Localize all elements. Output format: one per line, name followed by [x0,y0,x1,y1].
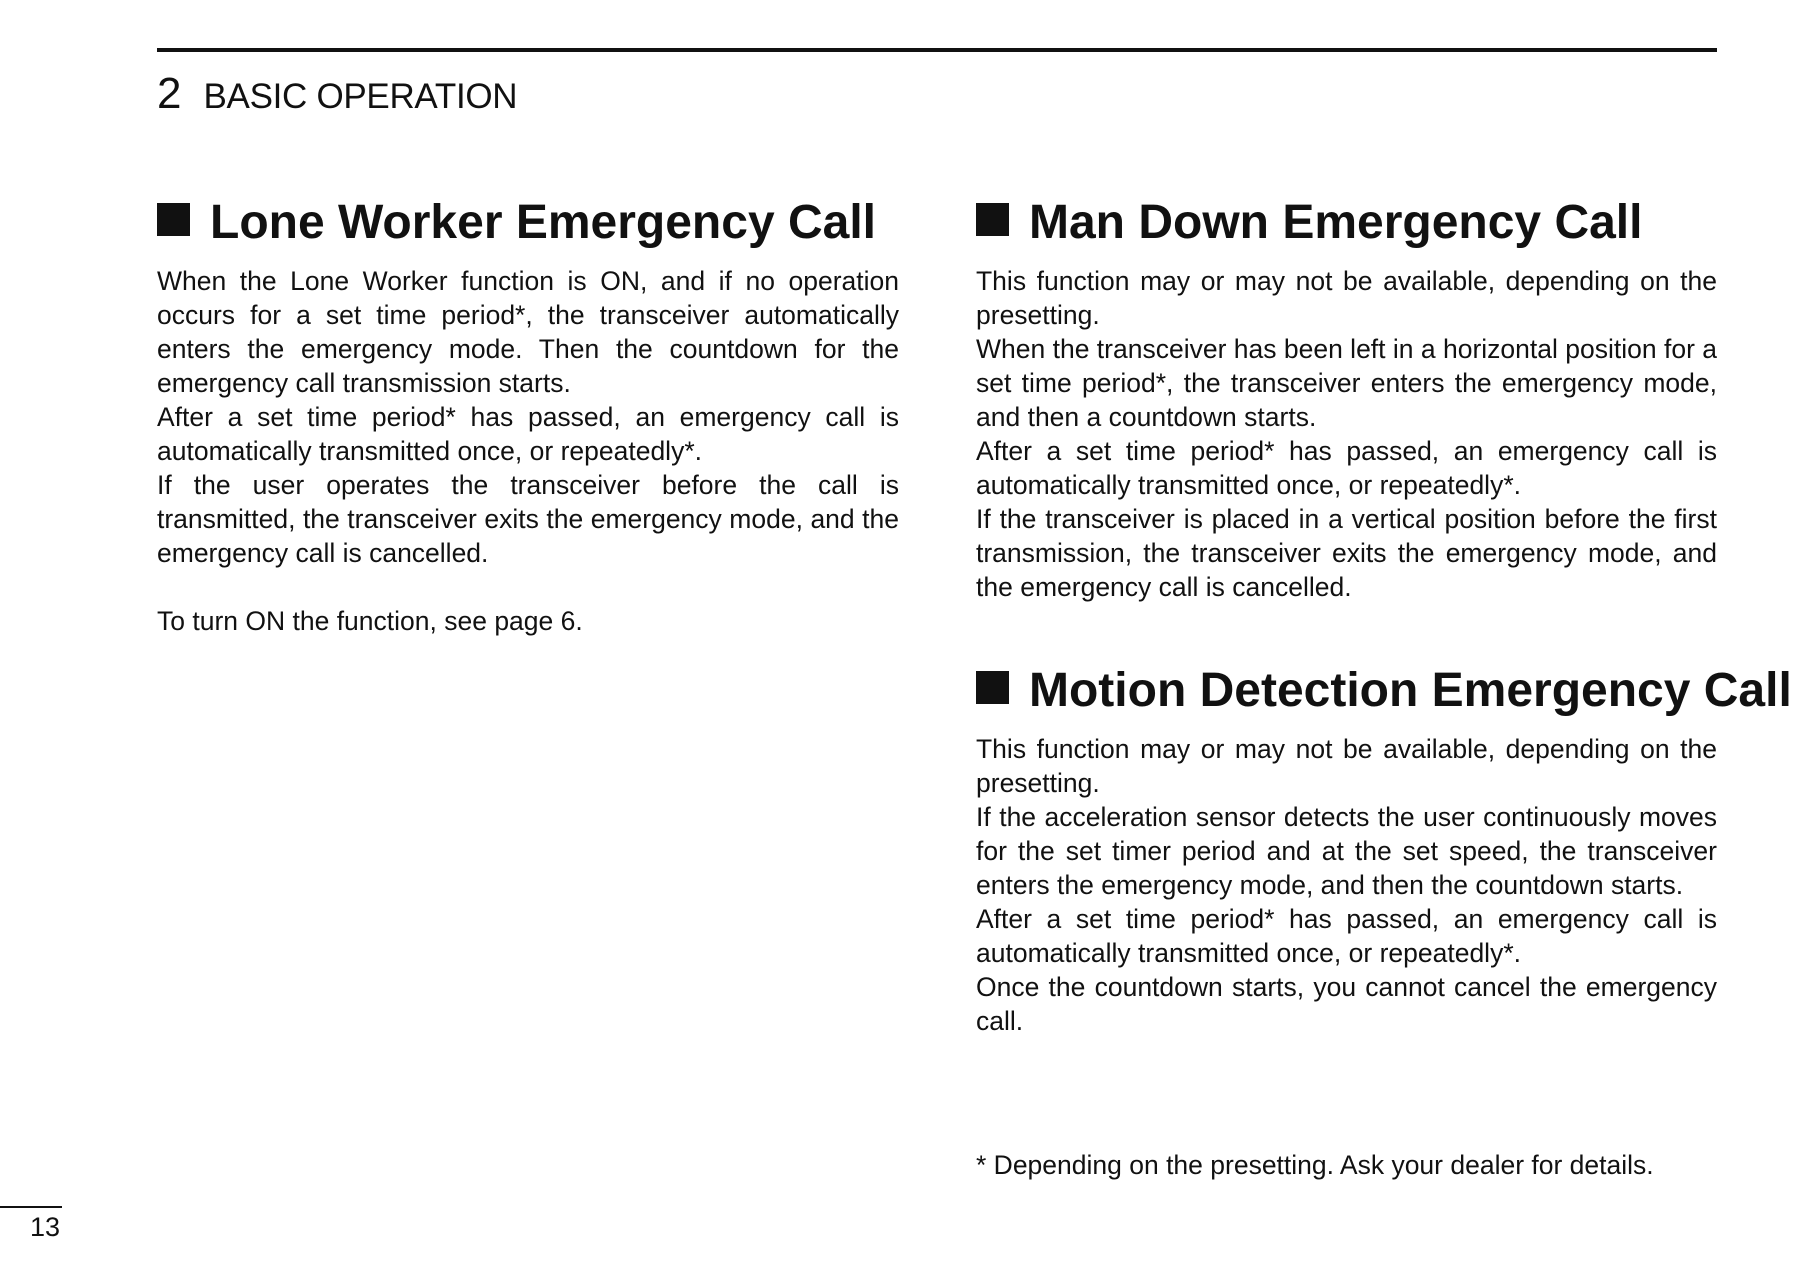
paragraph: After a set time period* has passed, an emergency call is automatically transmitted once, or repeatedly*. [976,903,1717,968]
paragraph: If the acceleration sensor detects the user continuously moves for the set timer period and at the set speed, the transceiver enters the emergency mode, and then the countdown starts. [976,801,1717,900]
paragraph: If the user operates the transceiver before the call is transmitted, the transceiver exits the emergency mode, and the emergency call is cancelled. [157,469,899,568]
paragraph: This function may or may not be available, depending on the presetting. [976,265,1717,330]
section-heading-text: Motion Detection Emergency Call [1029,664,1792,717]
header-rule [157,48,1717,52]
footnote: * Depending on the presetting. Ask your dealer for details. [976,1150,1654,1180]
paragraph: After a set time period* has passed, an emergency call is automatically transmitted once, or repeatedly*. [157,401,899,466]
chapter-number: 2 [157,69,182,118]
paragraph: Once the countdown starts, you cannot cancel the emergency call. [976,971,1717,1036]
paragraph: If the transceiver is placed in a vertical position before the first transmission, the transceiver exits the emergency mode, and the emergency call is cancelled. [976,503,1717,602]
section-motion-detection [976,664,1792,1038]
square-bullet-icon [157,203,190,236]
paragraph: This function may or may not be available, depending on the presetting. [976,733,1717,798]
page-number: 13 [30,1212,61,1242]
square-bullet-icon [976,671,1009,704]
section-heading-text: Man Down Emergency Call [1029,196,1643,249]
square-bullet-icon [976,203,1009,236]
section-lone-worker [157,197,899,638]
paragraph-page-reference: To turn ON the function, see page 6. [157,605,583,636]
paragraph: When the transceiver has been left in a horizontal position for a set time period*, the transceiver enters the emergency mode, and then a countdown starts. [976,333,1717,432]
chapter-header [157,69,518,118]
page-number-rule [0,1206,62,1208]
section-heading [157,197,899,250]
section-heading [976,664,1792,718]
section-body [976,264,1717,604]
paragraph: When the Lone Worker function is ON, and if no operation occurs for a set time period*, the transceiver automatically enters the emergency mode. Then the countdown for the emergency call transmission starts. [157,265,899,398]
chapter-title: BASIC OPERATION [203,77,518,116]
paragraph: After a set time period* has passed, an emergency call is automatically transmitted once, or repeatedly*. [976,435,1717,500]
section-heading [976,197,1717,250]
section-heading-text: Lone Worker Emergency Call [210,196,876,249]
section-man-down [976,197,1717,604]
section-body [976,732,1717,1038]
section-body [157,264,899,638]
